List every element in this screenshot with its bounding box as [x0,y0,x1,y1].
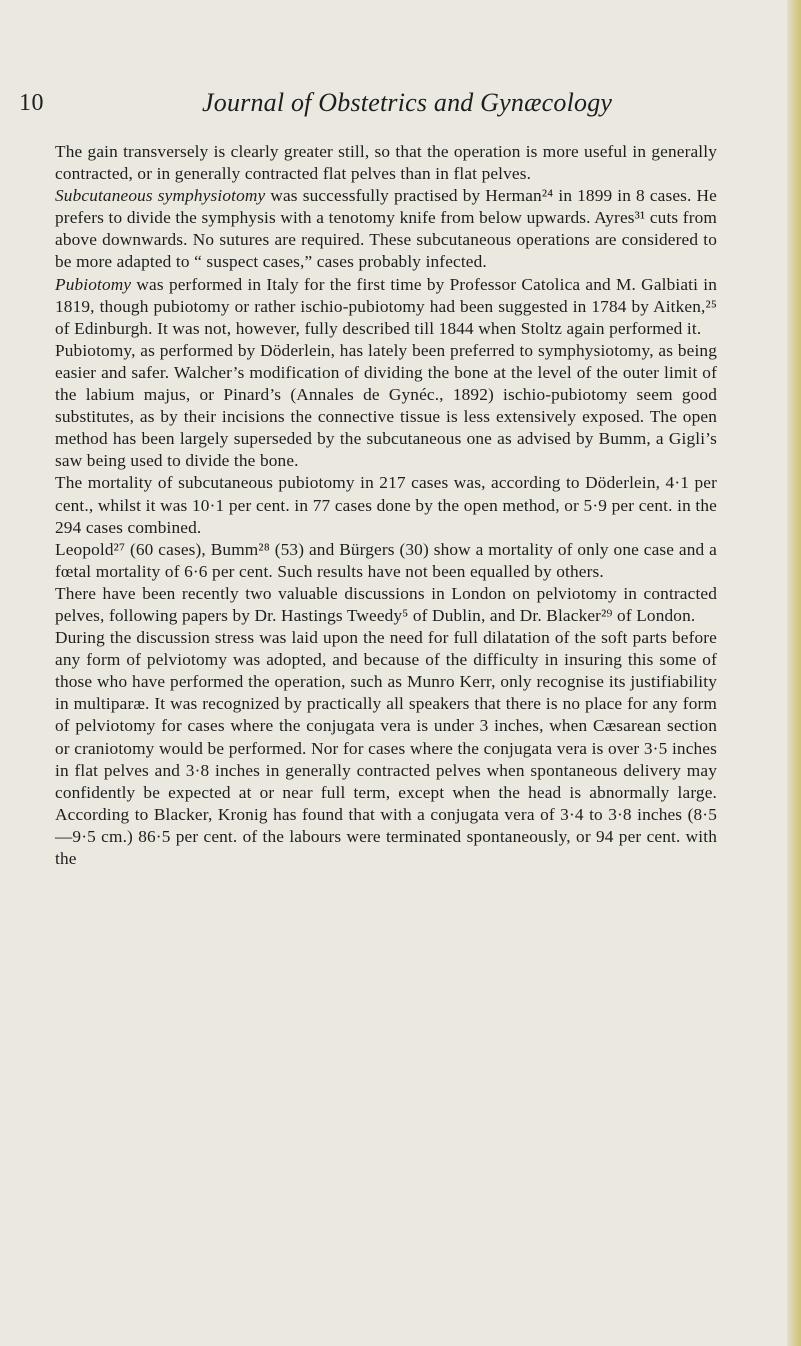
page-edge-strip [787,0,801,1346]
paragraph-text: The gain transversely is clearly greater still, so that the operation is more useful in generally contracted, or in generally contracted flat pelves than in flat pelves. [55,142,717,184]
paragraph-text: was performed in Italy for the first time by Professor Catolica and M. Galbiati in 1819, though pubiotomy or rather ischio-pubiotomy had been suggested in 1784 by Aitken,²⁵ of Edinburgh. It was not, however, fully described till 1844 when Stoltz again performed it. [55,274,717,338]
paragraph-text: During the discussion stress was laid upon the need for full dilatation of the soft parts before any form of pelviotomy was adopted, and because of the difficulty in insuring this some of those who have performed the operation, such as Munro Kerr, only recognise its justifiability in multiparæ. It was recognized by practically all speakers that there is no place for any form of pelviotomy for cases where the conjugata vera is under 3 inches, when Cæsarean section or craniotomy would be performed. Nor for cases where the conjugata vera is over 3·5 inches in flat pelves and 3·8 inches in generally contracted pelves when spontaneous delivery may confidently be expected at or near full term, except when the head is abnormally large. According to Blacker, Kronig has found that with a conjugata vera of 3·4 to 3·8 inches (8·5—9·5 cm.) 86·5 per cent. of the labours were terminated spontaneously, or 94 per cent. with the [55,628,717,868]
body-text [55,141,717,870]
paragraph-text: The mortality of subcutaneous pubiotomy in 217 cases was, according to Döderlein, 4·1 per cent., whilst it was 10·1 per cent. in 77 cases done by the open method, or 5·9 per cent. in the 294 cases combined. [55,473,717,537]
paragraph-doderlein [55,340,717,473]
paragraph-discussions [55,583,717,627]
paragraph-lead: Subcutaneous symphysiotomy [55,186,266,206]
paragraph-text: There have been recently two valuable discussions in London on pelviotomy in contracted pelves, following papers by Dr. Hastings Tweedy⁵ of Dublin, and Dr. Blacker²⁹ of London. [55,583,717,625]
paragraph-leopold [55,539,717,583]
paragraph-lead: Pubiotomy [55,274,132,294]
page-header [19,88,750,124]
paragraph-text: was successfully practised by Herman²⁴ in 1899 in 8 cases. He prefers to divide the symphysis with a tenotomy knife from below upwards. Ayres³¹ cuts from above downwards. No sutures are required. These subcutaneous operations are considered to be more adapted to “ suspect cases,” cases probably infected. [55,186,717,272]
paragraph-subcutaneous-symphysiotomy [55,185,717,273]
paragraph-text: Pubiotomy, as performed by Döderlein, has lately been preferred to symphysiotomy, as being easier and safer. Walcher’s modification of dividing the bone at the level of the outer limit of the labium majus, or Pinard’s (Annales de Gynéc., 1892) ischio-pubiotomy seem good substitutes, as by their incisions the connective tissue is less extensively exposed. The open method has been largely superseded by the subcutaneous one as advised by Bumm, a Gigli’s saw being used to divide the bone. [55,340,717,471]
paragraph-text: Leopold²⁷ (60 cases), Bumm²⁸ (53) and Bürgers (30) show a mortality of only one case and a fœtal mortality of 6·6 per cent. Such results have not been equalled by others. [55,539,717,581]
page-number: 10 [19,90,44,116]
paragraph-pubiotomy [55,274,717,340]
paragraph-mortality [55,472,717,538]
paragraph-discussion-stress [55,627,717,870]
paragraph-gain-transversely [55,141,717,185]
running-head: Journal of Obstetrics and Gynæcology [202,88,613,117]
